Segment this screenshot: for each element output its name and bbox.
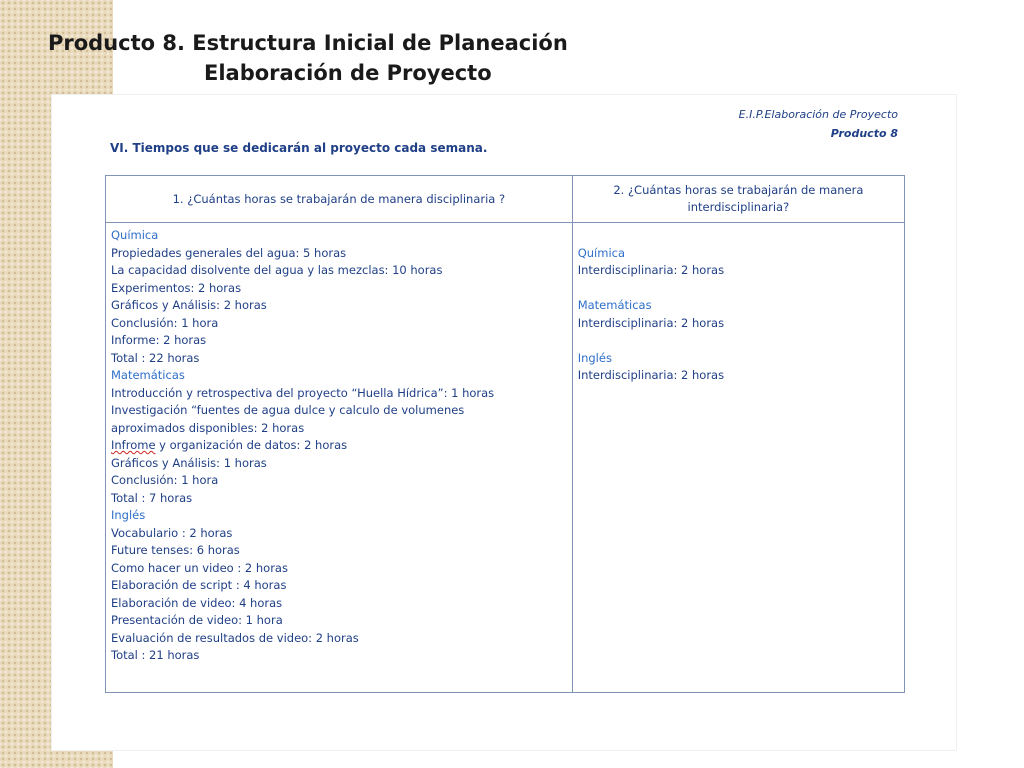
list-item: Interdisciplinaria: 2 horas (577, 368, 725, 382)
list-item: Total : 7 horas (111, 490, 193, 505)
matematicas-heading: Matemáticas (577, 298, 652, 312)
list-item: Interdisciplinaria: 2 horas (577, 315, 725, 330)
list-item: Conclusión: 1 hora (111, 315, 219, 330)
col1-header: 1. ¿Cuántas horas se trabajarán de manera disciplinaria ? (106, 176, 573, 223)
list-item: aproximados disponibles: 2 horas (111, 420, 305, 435)
slide-title-line2: Elaboración de Proyecto (204, 61, 492, 85)
table-header-row (106, 176, 905, 223)
spacer (578, 280, 899, 298)
slide-title-line1 (48, 28, 568, 58)
list-item: Interdisciplinaria: 2 horas (577, 263, 725, 277)
ingles-heading: Inglés (577, 350, 612, 365)
document-header-line1: E.I.P.Elaboración de Proyecto (738, 108, 898, 121)
list-item: Gráficos y Análisis: 2 horas (111, 298, 267, 312)
list-item: Presentación de video: 1 hora (111, 613, 283, 627)
disciplinary-cell (106, 223, 573, 693)
list-item: Elaboración de script : 4 horas (111, 578, 287, 592)
table-body-row (106, 223, 905, 693)
list-item: Evaluación de resultados de video: 2 horas (111, 630, 359, 645)
quimica-heading: Química (111, 228, 159, 242)
spacer (578, 227, 899, 245)
list-item: Vocabulario : 2 horas (111, 525, 233, 540)
misspelled-word: Infrome (111, 438, 156, 452)
list-item: Introducción y retrospectiva del proyecto “Huella Hídrica”: 1 horas (111, 385, 495, 400)
document-image (52, 95, 956, 750)
document-header-line2: Producto 8 (830, 127, 898, 140)
spacer (578, 332, 899, 350)
interdisciplinary-cell (572, 223, 904, 693)
list-item: Total : 22 horas (111, 350, 200, 365)
section-title: VI. Tiempos que se dedicarán al proyecto cada semana. (110, 141, 488, 155)
list-item (111, 437, 567, 455)
list-item: Propiedades generales del agua: 5 horas (111, 245, 347, 260)
list-item: Elaboración de video: 4 horas (111, 595, 283, 610)
matematicas-heading: Matemáticas (111, 368, 185, 382)
hours-table (105, 175, 905, 693)
list-item-rest: y organización de datos: 2 horas (155, 438, 348, 452)
slide-title (48, 28, 568, 88)
list-item: Experimentos: 2 horas (111, 280, 242, 295)
list-item: Investigación “fuentes de agua dulce y calculo de volumenes (111, 403, 465, 417)
ingles-heading: Inglés (111, 508, 146, 522)
document-header (739, 105, 898, 143)
list-item: Total : 21 horas (111, 648, 200, 662)
list-item: Informe: 2 horas (111, 333, 207, 347)
list-item: Como hacer un video : 2 horas (111, 560, 288, 575)
list-item: Conclusión: 1 hora (111, 473, 219, 487)
col2-header: 2. ¿Cuántas horas se trabajarán de manera interdisciplinaria? (572, 176, 904, 223)
list-item: La capacidad disolvente del agua y las mezclas: 10 horas (111, 263, 443, 277)
quimica-heading: Química (577, 245, 626, 260)
title-rest: 8. Estructura Inicial de Planeación (155, 31, 568, 55)
list-item: Future tenses: 6 horas (111, 543, 240, 557)
title-prefix: Producto (48, 31, 156, 55)
list-item: Gráficos y Análisis: 1 horas (111, 455, 267, 470)
